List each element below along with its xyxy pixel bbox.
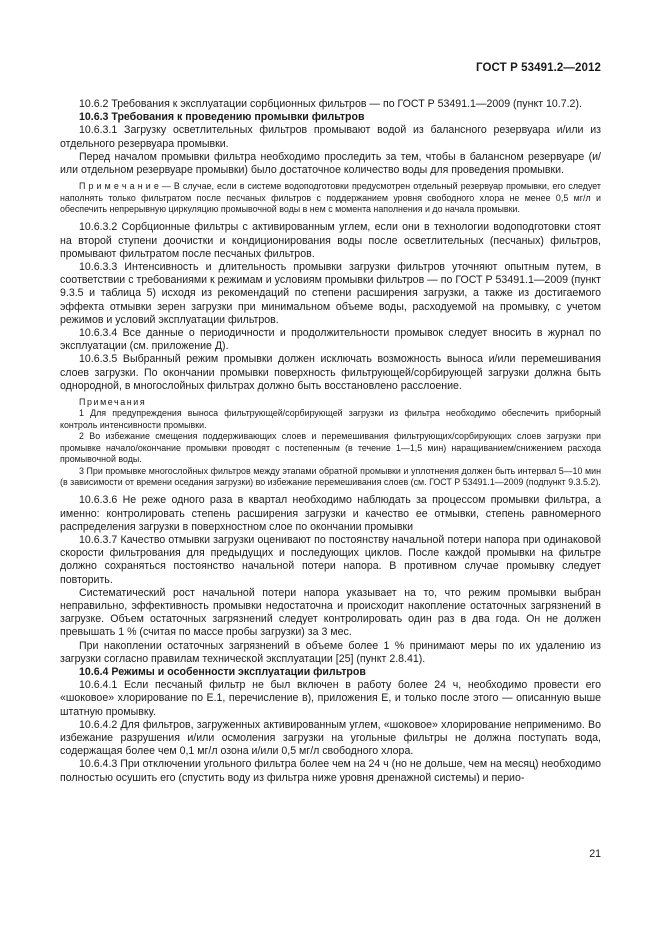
paragraph-10-6-2: 10.6.2 Требования к эксплуатации сорбционных фильтров — по ГОСТ Р 53491.1—2009 (пункт 10.7.2). <box>79 98 582 110</box>
paragraph-10-6-3-2: 10.6.3.2 Сорбционные фильтры с активированным углем, если они в технологии водоподготовки стоят на второй ступени доочистки и кондиционирования воды после осветлительных (песчаных) фильтров, промывают фильтратом после песчаных фильтров. <box>60 221 601 260</box>
paragraph-residual-removal: При накоплении остаточных загрязнений в объеме более 1 % принимают меры по их удалению из загрузки согласно правилам технической эксплуатации [25] (пункт 2.8.41). <box>60 639 601 665</box>
paragraph-prewash-check: Перед началом промывки фильтра необходимо проследить за тем, чтобы в балансном резервуаре (и/или отдельном резервуаре промывки) было достаточное количество воды для проведения промывки. <box>60 150 601 177</box>
note-2: 2 Во избежание смещения поддерживающих слоев и перемешивания фильтрующих/сорбирующих слоев загрузки при промывке начало/окончание промывки проводят с постепенным (в течение 1—1,5 мин) наращиванием/снижением расхода промывочной воды. <box>60 431 601 465</box>
paragraph-10-6-4-1: 10.6.4.1 Если песчаный фильтр не был включен в работу более 24 ч, необходимо провести его «шоковое» хлорирование по Е.1, перечисление в), приложения Е, и только после этого — описанную выше штатную промывку. <box>60 679 601 718</box>
paragraph-10-6-3-6: 10.6.3.6 Не реже одного раза в квартал необходимо наблюдать за процессом промывки фильтра, а именно: контролировать степень расширения загрузки и качество ее отмывки, степень равномерного распределения загрузки в поверхностном слое по окончании промывки <box>60 494 601 533</box>
paragraph-10-6-4-2: 10.6.4.2 Для фильтров, загруженных активированным углем, «шоковое» хлорирование неприменимо. Во избежание разрушения и/или осмоления загрузки на угольные фильтры не должна поступать вода, содержащая более чем 0,1 мг/л озона и/или 0,5 мг/л свободного хлора. <box>60 718 601 758</box>
notes-title: Примечания <box>79 397 147 408</box>
paragraph-10-6-3-3: 10.6.3.3 Интенсивность и длительность промывки загрузки фильтров уточняют опытным путем, в соответствии с требованиями к режимам и условиям промывки фильтров — по ГОСТ Р 53491.1—2009 (пункт 9.3.5 и таблица 5) исходя из рекомендаций по степени расширения загрузки, а также из достигаемого эффекта отмывки зерен загрузки при минимальном объеме воды, расходуемой на промывку, с учетом режимов и условий эксплуатации фильтров. <box>60 261 601 326</box>
section-heading-10-6-3: 10.6.3 Требования к проведению промывки фильтров <box>79 111 365 124</box>
note-1: 1 Для предупреждения выноса фильтрующей/сорбирующей загрузки из фильтра необходимо обеспечить приборный контроль интенсивности промывки. <box>60 408 601 430</box>
note-3: 3 При промывке многослойных фильтров между этапами обратной промывки и уплотнения должен быть интервал 5—10 мин (в зависимости от времени оседания загрузки) во избежание перемешивания слоев (см. ГОСТ Р 53491.1—2009 (подпункт 9.3.5.2). <box>60 465 601 487</box>
document-body <box>60 98 601 785</box>
page-number: 21 <box>589 848 601 860</box>
paragraph-10-6-4-3: 10.6.4.3 При отключении угольного фильтра более чем на 24 ч (но не дольше, чем на месяц) необходимо полностью осушить его (спустить воду из фильтра ниже уровня дренажной системы) и перио- <box>60 758 601 784</box>
document-header: ГОСТ Р 53491.2—2012 <box>476 62 601 74</box>
paragraph-10-6-3-5: 10.6.3.5 Выбранный режим промывки должен исключать возможность выноса и/или перемешивания слоев загрузки. По окончании промывки поверхность фильтрующей/сорбирующей загрузки должна быть однородной, в многослойных фильтрах должно быть восстановлено расслоение. <box>60 353 601 392</box>
paragraph-10-6-3-7: 10.6.3.7 Качество отмывки загрузки оценивают по постоянству начальной потери напора при одинаковой скорости фильтрования для предыдущих и последующих циклов. После каждой промывки на фильтре должно сохраняться постоянство начальной потери напора. В противном случае промывку следует повторить. <box>60 533 601 586</box>
note-separate-tank: П р и м е ч а н и е — В случае, если в системе водоподготовки предусмотрен отдельный резервуар промывки, его следует наполнять только фильтратом после песчаных фильтров с поддержанием уровня свободного хлора не менее 0,5 мг/л и обеспечить непрерывную циркуляцию промывочной воды в нем с момента наполнения и до начала промывки. <box>60 181 601 215</box>
paragraph-headloss-growth: Систематический рост начальной потери напора указывает на то, что режим промывки выбран неправильно, эффективность промывки недостаточна и происходит накопление остаточных загрязнений в загрузке. Объем остаточных загрязнений следует контролировать один раз в два года. Он не должен превышать 1 % (считая по массе пробы загрузки) за 3 мес. <box>60 586 601 639</box>
paragraph-10-6-3-4: 10.6.3.4 Все данные о периодичности и продолжительности промывок следует вносить в журнал по эксплуатации (см. приложение Д). <box>60 327 601 353</box>
paragraph-10-6-3-1: 10.6.3.1 Загрузку осветлительных фильтров промывают водой из балансного резервуара и/или из отдельного резервуара промывки. <box>60 124 601 150</box>
section-heading-10-6-4: 10.6.4 Режимы и особенности эксплуатации фильтров <box>79 665 366 678</box>
